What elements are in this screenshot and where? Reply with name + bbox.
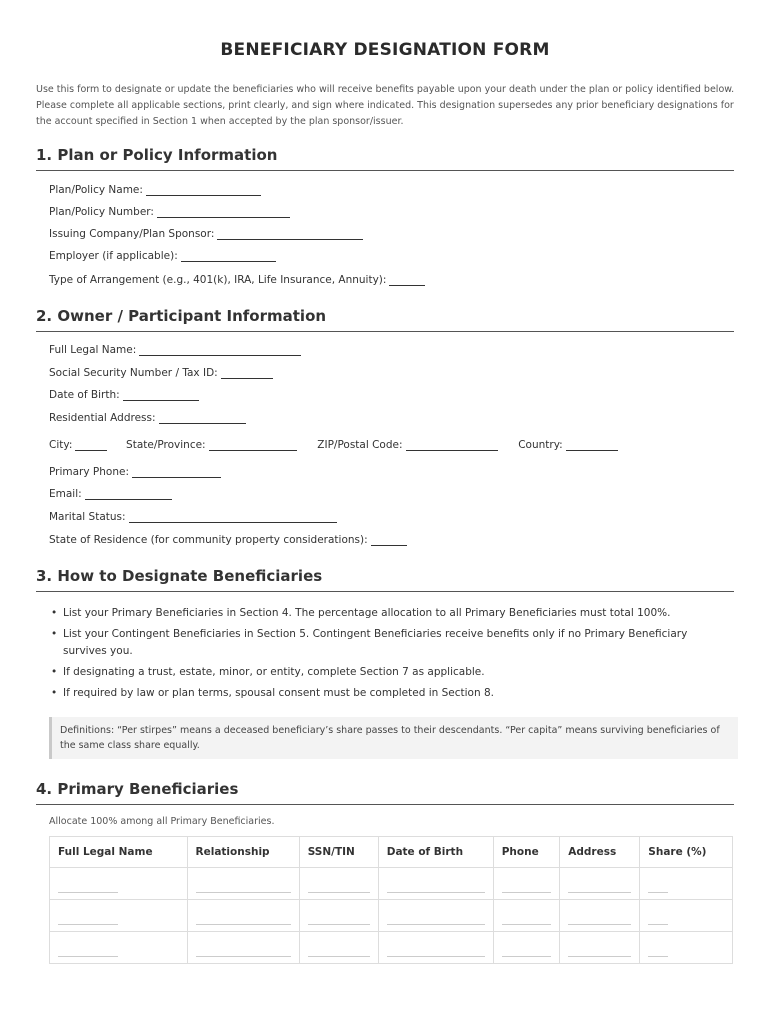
zip-label: ZIP/Postal Code: [317,439,403,451]
share-cell[interactable] [640,900,733,932]
email-input[interactable] [85,487,172,500]
arrangement-input[interactable] [389,273,425,286]
instruction-item: • If designating a trust, estate, minor, or entity, complete Section 7 as applicable. [49,664,729,681]
relationship-cell[interactable] [187,868,299,900]
dob-cell[interactable] [378,900,493,932]
arrangement-field [49,273,425,286]
address-cell[interactable] [560,868,640,900]
issuer-label: Issuing Company/Plan Sponsor: [49,228,215,240]
col-relationship: Relationship [187,837,299,868]
definitions-note: Definitions: “Per stirpes” means a deceased beneficiary’s share passes to their descendants. “Per capita” means surviving beneficiaries of the same class share equally. [49,717,738,759]
address-cell[interactable] [560,932,640,964]
issuer-field [49,227,363,240]
city-label: City: [49,439,73,451]
issuer-input[interactable] [217,227,363,240]
form-title: BENEFICIARY DESIGNATION FORM [220,40,550,60]
name-cell[interactable] [50,932,188,964]
section-3-heading: 3. How to Designate Beneficiaries [36,567,734,592]
instruction-item: • If required by law or plan terms, spousal consent must be completed in Section 8. [49,685,729,702]
plan-name-input[interactable] [146,183,261,196]
address-input[interactable] [159,411,246,424]
instruction-item: • List your Primary Beneficiaries in Section 4. The percentage allocation to all Primary Beneficiaries must total 100%. [49,605,729,622]
address-cell[interactable] [560,900,640,932]
phone-cell[interactable] [493,900,560,932]
col-phone: Phone [493,837,560,868]
residence-input[interactable] [371,533,407,546]
city-state-row [49,438,618,451]
ssn-cell[interactable] [299,868,378,900]
residence-field [49,533,407,546]
plan-name-label: Plan/Policy Name: [49,184,143,196]
city-input[interactable] [75,438,107,451]
relationship-cell[interactable] [187,900,299,932]
share-cell[interactable] [640,868,733,900]
email-field [49,487,172,500]
section-4-heading: 4. Primary Beneficiaries [36,780,734,805]
country-label: Country: [518,439,563,451]
phone-cell[interactable] [493,868,560,900]
state-input[interactable] [209,438,297,451]
col-address: Address [560,837,640,868]
dob-field [49,388,199,401]
table-row [50,868,733,900]
email-label: Email: [49,488,82,500]
primary-beneficiaries-table [49,836,733,964]
zip-input[interactable] [406,438,498,451]
section-2-heading: 2. Owner / Participant Information [36,307,734,332]
dob-cell[interactable] [378,932,493,964]
phone-input[interactable] [132,465,221,478]
ssn-input[interactable] [221,366,273,379]
marital-label: Marital Status: [49,511,126,523]
employer-field [49,249,276,262]
col-share: Share (%) [640,837,733,868]
table-header-row [50,837,733,868]
table-row [50,932,733,964]
phone-field [49,465,221,478]
phone-cell[interactable] [493,932,560,964]
name-cell[interactable] [50,868,188,900]
ssn-label: Social Security Number / Tax ID: [49,367,218,379]
ssn-cell[interactable] [299,932,378,964]
dob-input[interactable] [123,388,199,401]
section-1-heading: 1. Plan or Policy Information [36,146,734,171]
residence-label: State of Residence (for community property considerations): [49,534,368,546]
owner-name-input[interactable] [139,343,301,356]
plan-name-field [49,183,261,196]
arrangement-label: Type of Arrangement (e.g., 401(k), IRA, Life Insurance, Annuity): [49,274,387,286]
relationship-cell[interactable] [187,932,299,964]
share-cell[interactable] [640,932,733,964]
col-ssn: SSN/TIN [299,837,378,868]
table-row [50,900,733,932]
ssn-cell[interactable] [299,900,378,932]
state-label: State/Province: [126,439,206,451]
ssn-field [49,366,273,379]
owner-name-label: Full Legal Name: [49,344,137,356]
intro-text: Use this form to designate or update the beneficiaries who will receive benefits payable upon your death under the plan or policy identified below. Please complete all applicable sections, print clearly, and sign where indicated. This designation supersedes any prior beneficiary designations for the account specified in Section 1 when accepted by the plan sponsor/issuer. [36,84,735,127]
plan-number-input[interactable] [157,205,290,218]
section-4-subtitle: Allocate 100% among all Primary Beneficiaries. [49,816,275,827]
country-input[interactable] [566,438,618,451]
employer-label: Employer (if applicable): [49,250,178,262]
address-label: Residential Address: [49,412,156,424]
dob-cell[interactable] [378,868,493,900]
col-full-name: Full Legal Name [50,837,188,868]
address-field [49,411,246,424]
plan-number-field [49,205,290,218]
employer-input[interactable] [181,249,276,262]
marital-field [49,510,337,523]
plan-number-label: Plan/Policy Number: [49,206,154,218]
owner-name-field [49,343,301,356]
instruction-item: • List your Contingent Beneficiaries in Section 5. Contingent Beneficiaries receive benefits only if no Primary Beneficiary survives you. [49,626,729,660]
instructions-list [49,605,729,706]
phone-label: Primary Phone: [49,466,129,478]
marital-input[interactable] [129,510,337,523]
name-cell[interactable] [50,900,188,932]
col-dob: Date of Birth [378,837,493,868]
dob-label: Date of Birth: [49,389,120,401]
